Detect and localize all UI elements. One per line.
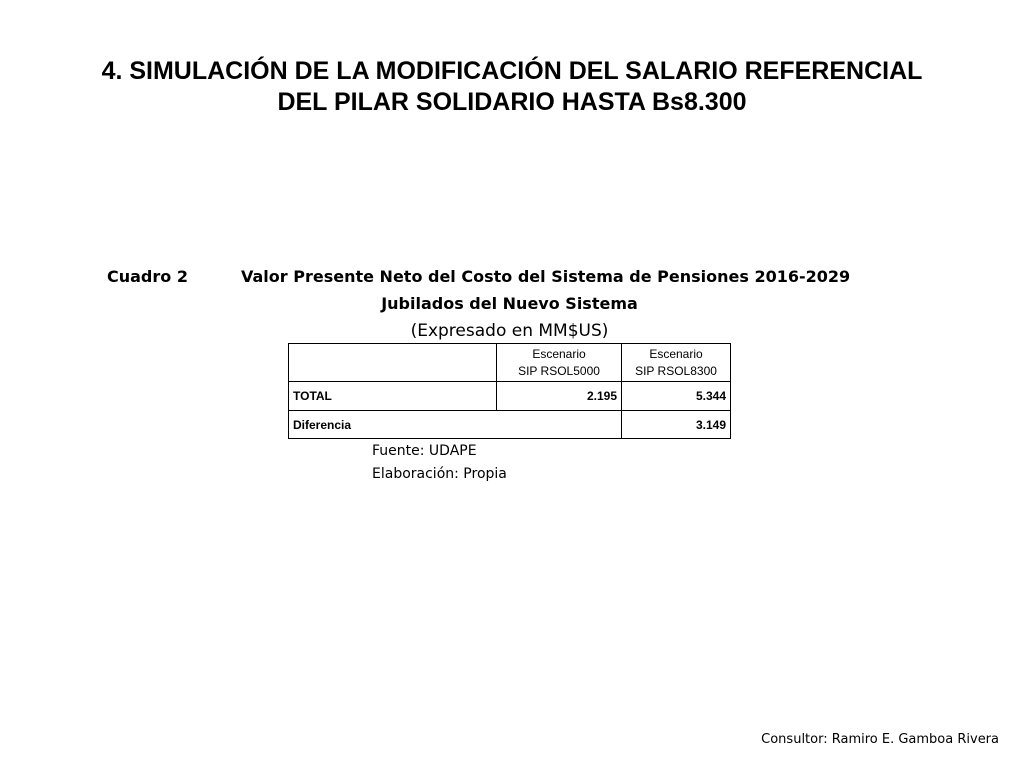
header-scenario-5000-line-1: Escenario [532, 346, 586, 361]
cost-table [288, 343, 731, 439]
header-empty-cell [289, 344, 497, 382]
elaboration-note: Elaboración: Propia [372, 466, 507, 482]
source-notes [372, 440, 507, 486]
table-caption-subtitle: Jubilados del Nuevo Sistema [381, 294, 638, 313]
total-value-5000: 2.195 [497, 382, 622, 411]
total-label: TOTAL [289, 382, 497, 411]
slide-title [20, 56, 1004, 118]
table-caption-title: Valor Presente Neto del Costo del Sistema de Pensiones 2016-2029 [241, 267, 851, 286]
slide-title-line-2: DEL PILAR SOLIDARIO HASTA Bs8.300 [277, 88, 747, 116]
header-scenario-8300-line-2: SIP RSOL8300 [635, 363, 717, 378]
difference-label: Diferencia [289, 411, 622, 439]
footer-credit: Consultor: Ramiro E. Gamboa Rivera [761, 732, 999, 747]
header-scenario-8300 [622, 344, 731, 382]
table-caption-label: Cuadro 2 [107, 267, 188, 286]
table-caption-units: (Expresado en MM$US) [410, 321, 609, 341]
header-scenario-5000-line-2: SIP RSOL5000 [518, 363, 600, 378]
table-header-row [289, 344, 731, 382]
difference-value: 3.149 [622, 411, 731, 439]
header-scenario-8300-line-1: Escenario [649, 346, 703, 361]
source-note: Fuente: UDAPE [372, 443, 477, 459]
table-row-difference [289, 411, 731, 439]
slide-title-line-1: 4. SIMULACIÓN DE LA MODIFICACIÓN DEL SALARIO REFERENCIAL [101, 57, 923, 85]
total-value-8300: 5.344 [622, 382, 731, 411]
table-row-total [289, 382, 731, 411]
header-scenario-5000 [497, 344, 622, 382]
